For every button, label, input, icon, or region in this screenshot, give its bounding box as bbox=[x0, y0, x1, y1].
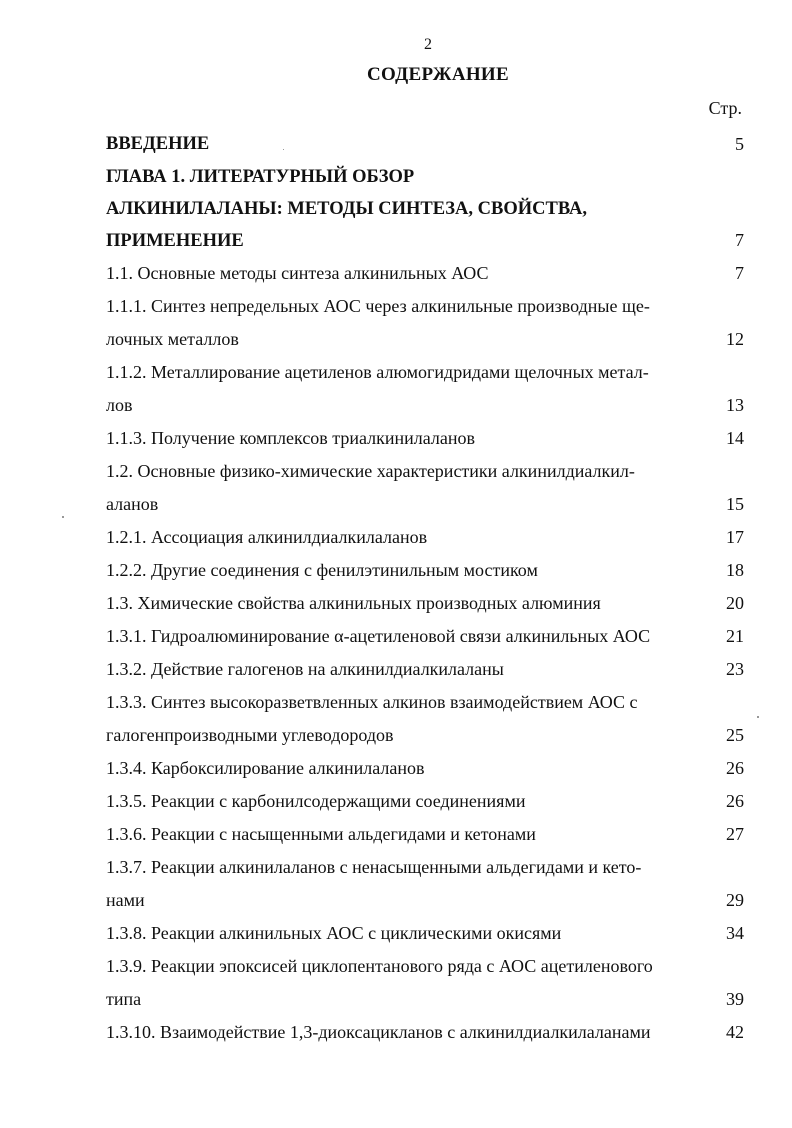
toc-entry-title bbox=[106, 587, 696, 620]
toc-entry-page: 26 bbox=[726, 791, 744, 811]
toc-entry-line: 1.3.8. Реакции алкинильных АОС с циклическими окисями bbox=[106, 923, 562, 943]
toc-entry-line: лов bbox=[106, 395, 133, 415]
toc-entry-page: 5 bbox=[735, 134, 744, 154]
toc-entry-line: аланов bbox=[106, 494, 159, 514]
toc-entry-line: 1.3.4. Карбоксилирование алкинилаланов bbox=[106, 758, 425, 778]
toc-entry bbox=[106, 653, 744, 686]
toc-entry-line: 1.3.5. Реакции с карбонилсодержащими соединениями bbox=[106, 791, 526, 811]
toc-entry-title bbox=[106, 128, 696, 161]
toc-entry-line: 1.3.1. Гидроалюминирование α-ацетиленовой связи алкинильных АОС bbox=[106, 626, 651, 646]
toc-entry-line: 1.2. Основные физико-химические характеристики алкинилдиалкил- bbox=[106, 461, 635, 481]
toc-entry-page: 42 bbox=[726, 1022, 744, 1042]
toc-entry-title bbox=[106, 521, 696, 554]
toc-entry-title bbox=[106, 917, 696, 950]
toc-entry bbox=[106, 851, 744, 917]
toc-entry-page: 39 bbox=[726, 989, 744, 1009]
toc-entry-page: 13 bbox=[726, 395, 744, 415]
toc-entry-line: 1.2.1. Ассоциация алкинилдиалкилаланов bbox=[106, 527, 428, 547]
toc-entry-page: 23 bbox=[726, 659, 744, 679]
scan-speck bbox=[62, 516, 64, 518]
toc-entry-title bbox=[106, 257, 696, 290]
toc-entry-line: 1.1.2. Металлирование ацетиленов алюмогидридами щелочных метал- bbox=[106, 362, 649, 382]
toc-entry-title bbox=[106, 686, 696, 752]
toc-entry-line: типа bbox=[106, 989, 142, 1009]
toc-entry-line: АЛКИНИЛАЛАНЫ: МЕТОДЫ СИНТЕЗА, СВОЙСТВА, bbox=[106, 199, 587, 219]
toc-entry-page: 21 bbox=[726, 626, 744, 646]
toc-entry-line: 1.3.2. Действие галогенов на алкинилдиалкилаланы bbox=[106, 659, 504, 679]
toc-entry-title bbox=[106, 653, 696, 686]
table-of-contents bbox=[106, 128, 744, 1049]
toc-entry bbox=[106, 521, 744, 554]
toc-entry-line: 1.1.3. Получение комплексов триалкинилаланов bbox=[106, 428, 476, 448]
toc-entry-line: ВВЕДЕНИЕ bbox=[106, 134, 210, 154]
toc-entry-page: 20 bbox=[726, 593, 744, 613]
toc-entry bbox=[106, 950, 744, 1016]
toc-entry bbox=[106, 290, 744, 356]
page-column-header: Стр. bbox=[708, 98, 742, 118]
toc-entry-line: 1.3.6. Реакции с насыщенными альдегидами и кетонами bbox=[106, 824, 536, 844]
toc-entry-line: 1.3. Химические свойства алкинильных производных алюминия bbox=[106, 593, 601, 613]
toc-entry bbox=[106, 818, 744, 851]
toc-entry-line: лочных металлов bbox=[106, 329, 239, 349]
toc-entry bbox=[106, 785, 744, 818]
toc-entry-title bbox=[106, 161, 696, 257]
toc-entry-title bbox=[106, 554, 696, 587]
toc-entry-page: 29 bbox=[726, 890, 744, 910]
toc-entry bbox=[106, 554, 744, 587]
toc-entry-line: 1.1. Основные методы синтеза алкинильных АОС bbox=[106, 263, 489, 283]
toc-entry-title bbox=[106, 950, 696, 1016]
toc-entry bbox=[106, 422, 744, 455]
toc-entry-title bbox=[106, 620, 696, 653]
scan-speck bbox=[283, 149, 284, 150]
toc-entry-page: 25 bbox=[726, 725, 744, 745]
toc-entry-page: 7 bbox=[735, 230, 744, 250]
toc-entry-title bbox=[106, 851, 696, 917]
toc-entry bbox=[106, 1016, 744, 1049]
toc-entry bbox=[106, 356, 744, 422]
toc-entry-line: 1.3.9. Реакции эпоксисей циклопентанового ряда с АОС ацетиленового bbox=[106, 956, 653, 976]
toc-entry-title bbox=[106, 422, 696, 455]
toc-entry-line: 1.3.10. Взаимодействие 1,3-диоксацикланов с алкинилдиалкилаланами bbox=[106, 1022, 651, 1042]
toc-entry-page: 27 bbox=[726, 824, 744, 844]
toc-entry-title bbox=[106, 1016, 696, 1049]
toc-entry-line: ПРИМЕНЕНИЕ bbox=[106, 231, 244, 251]
toc-entry-title bbox=[106, 752, 696, 785]
toc-entry bbox=[106, 587, 744, 620]
scan-speck bbox=[757, 716, 759, 718]
toc-entry bbox=[106, 257, 744, 290]
toc-entry bbox=[106, 686, 744, 752]
toc-entry-page: 15 bbox=[726, 494, 744, 514]
toc-entry-page: 26 bbox=[726, 758, 744, 778]
page-number: 2 bbox=[424, 36, 432, 53]
toc-entry-page: 12 bbox=[726, 329, 744, 349]
toc-entry-line: 1.2.2. Другие соединения с фенилэтинильным мостиком bbox=[106, 560, 538, 580]
toc-entry-page: 7 bbox=[735, 263, 744, 283]
toc-entry bbox=[106, 752, 744, 785]
toc-entry bbox=[106, 917, 744, 950]
toc-entry bbox=[106, 161, 744, 257]
toc-entry-line: 1.3.7. Реакции алкинилаланов с ненасыщенными альдегидами и кето- bbox=[106, 857, 642, 877]
toc-entry bbox=[106, 620, 744, 653]
toc-entry-line: ГЛАВА 1. ЛИТЕРАТУРНЫЙ ОБЗОР bbox=[106, 167, 415, 187]
toc-entry-title bbox=[106, 785, 696, 818]
toc-entry-line: галогенпроизводными углеводородов bbox=[106, 725, 394, 745]
toc-entry-line: 1.1.1. Синтез непредельных АОС через алкинильные производные ще- bbox=[106, 296, 650, 316]
toc-entry-line: 1.3.3. Синтез высокоразветвленных алкинов взаимодействием АОС с bbox=[106, 692, 638, 712]
toc-entry-page: 14 bbox=[726, 428, 744, 448]
toc-entry-page: 18 bbox=[726, 560, 744, 580]
toc-entry bbox=[106, 455, 744, 521]
toc-entry bbox=[106, 128, 744, 161]
page-title: СОДЕРЖАНИЕ bbox=[367, 64, 509, 85]
toc-entry-title bbox=[106, 818, 696, 851]
toc-entry-title bbox=[106, 455, 696, 521]
toc-entry-title bbox=[106, 290, 696, 356]
toc-entry-line: нами bbox=[106, 890, 145, 910]
toc-entry-page: 34 bbox=[726, 923, 744, 943]
toc-entry-title bbox=[106, 356, 696, 422]
toc-entry-page: 17 bbox=[726, 527, 744, 547]
